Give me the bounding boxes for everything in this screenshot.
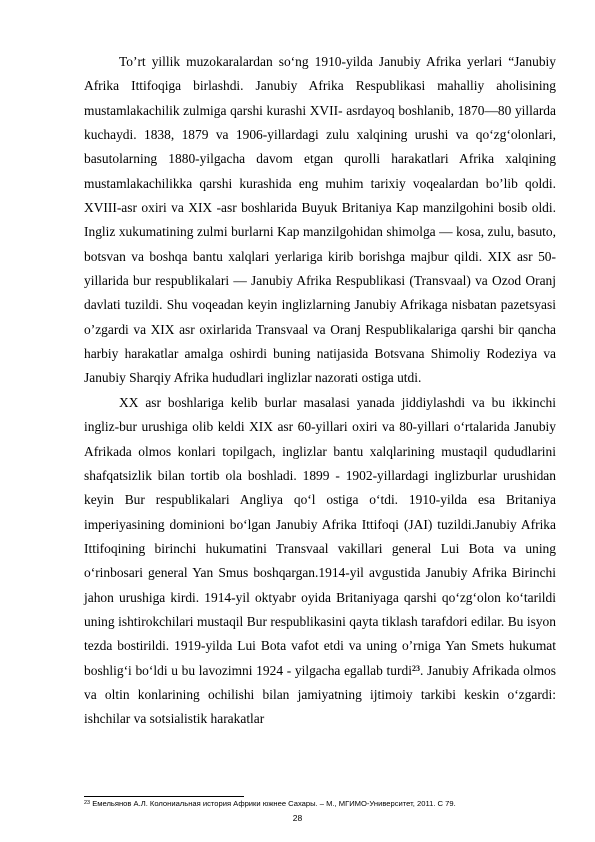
paragraph-1: To’rt yillik muzokaralardan so‘ng 1910-yilda Janubiy Afrika yerlari “Janubiy Afrika Ittifoqiga birlashdi. Janubiy Afrika Respublikasi mahalliy aholisining mustamlakachilik zulmiga qarshi kurashi XVII- asrdayoq boshlanib, 1870—80 yillarda kuchaydi. 1838, 1879 va 1906-yillardagi zulu xalqining urushi va qo‘zg‘olonlari, basutolarning 1880-yilgacha davom etgan qurolli harakatlari Afrika xalqining mustamlakachilikka qarshi kurashida eng muhim tarixiy voqealardan bo’lib qoldi. XVIII-asr oxiri va XIX -asr boshlarida Buyuk Britaniya Kap manzilgohini bosib oldi. Ingliz xukumatining zulmi burlarni Kap manzilgohidan shimolga — kosa, zulu, basuto, botsvan va boshqa bantu xalqlari yerlariga kirib borishga majbur qildi. XIX asr 50-yillarida bur respublikalari — Janubiy Afrika Respublikasi (Transvaal) va Ozod Oranj davlati tuzildi. Shu voqeadan keyin inglizlarning Janubiy Afrikaga nisbatan pazetsyasi o’zgardi va XIX asr oxirlarida Transvaal va Oranj Respublikalariga qarshi bir qancha harbiy harakatlar amalga oshirdi buning natijasida Botsvana Shimoliy Rodeziya va Janubiy Sharqiy Afrika hududlari inglizlar nazorati ostiga utdi.: [84, 54, 556, 386]
footnote-marker: 23: [84, 800, 91, 806]
footnote-text: Емельянов А.Л. Колониальная история Африки южнее Сахары. – М., МГИМО-Университет, 2011. С 79.: [90, 799, 456, 808]
footnote-reference[interactable]: 23: [411, 663, 420, 673]
paragraph-2-text: XX asr boshlariga kelib burlar masalasi yanada jiddiylashdi va bu ikkinchi ingliz-bur urushiga olib keldi XIX asr 60-yillari oxiri va 80-yillari o‘rtalarida Janubiy Afrikada olmos konlari topilgach, inglizlar bantu xalqlarining mustaqil qududlarini shafqatsizlik bilan tortib ola boshladi. 1899 - 1902-yillardagi inglizburlar urushidan keyin Bur respublikalari Angliya qo‘l ostiga o‘tdi. 1910-yilda esa Britaniya imperiyasining dominioni bo‘lgan Janubiy Afrika Ittifoqi (JAI) tuzildi.Janubiy Afrika Ittifoqining birinchi hukumatini Transvaal vakillari general Lui Bota va uning o‘rinbosari general Yan Smus boshqargan.1914-yil avgustida Janubiy Afrika Birinchi jahon urushiga kirdi. 1914-yil oktyabr oyida Britaniyaga qarshi qo‘zg‘olon ko‘tarildi uning ishtirokchilari mustaqil Bur respublikasini qayta tiklash tarafdori edilar. Bu isyon tezda bostirildi. 1919-yilda Lui Bota vafot etdi va uning o’rniga Yan Smets hukumat boshlig‘i bo‘ldi u bu lavozimni 1924 - yilgacha egallab turdi: [84, 394, 556, 678]
paragraph-2: [84, 391, 556, 732]
body-text: [84, 50, 556, 732]
footnote-separator: [84, 796, 244, 797]
footnote: [84, 799, 556, 809]
paragraph-2-tail: . Janubiy Afrikada olmos va oltin konlarining ochilishi bilan jamiyatning ijtimoiy tarkibi keskin o‘zgardi: ishchilar va sotsialistik harakatlar: [84, 662, 557, 727]
page-number: 28: [292, 813, 303, 823]
